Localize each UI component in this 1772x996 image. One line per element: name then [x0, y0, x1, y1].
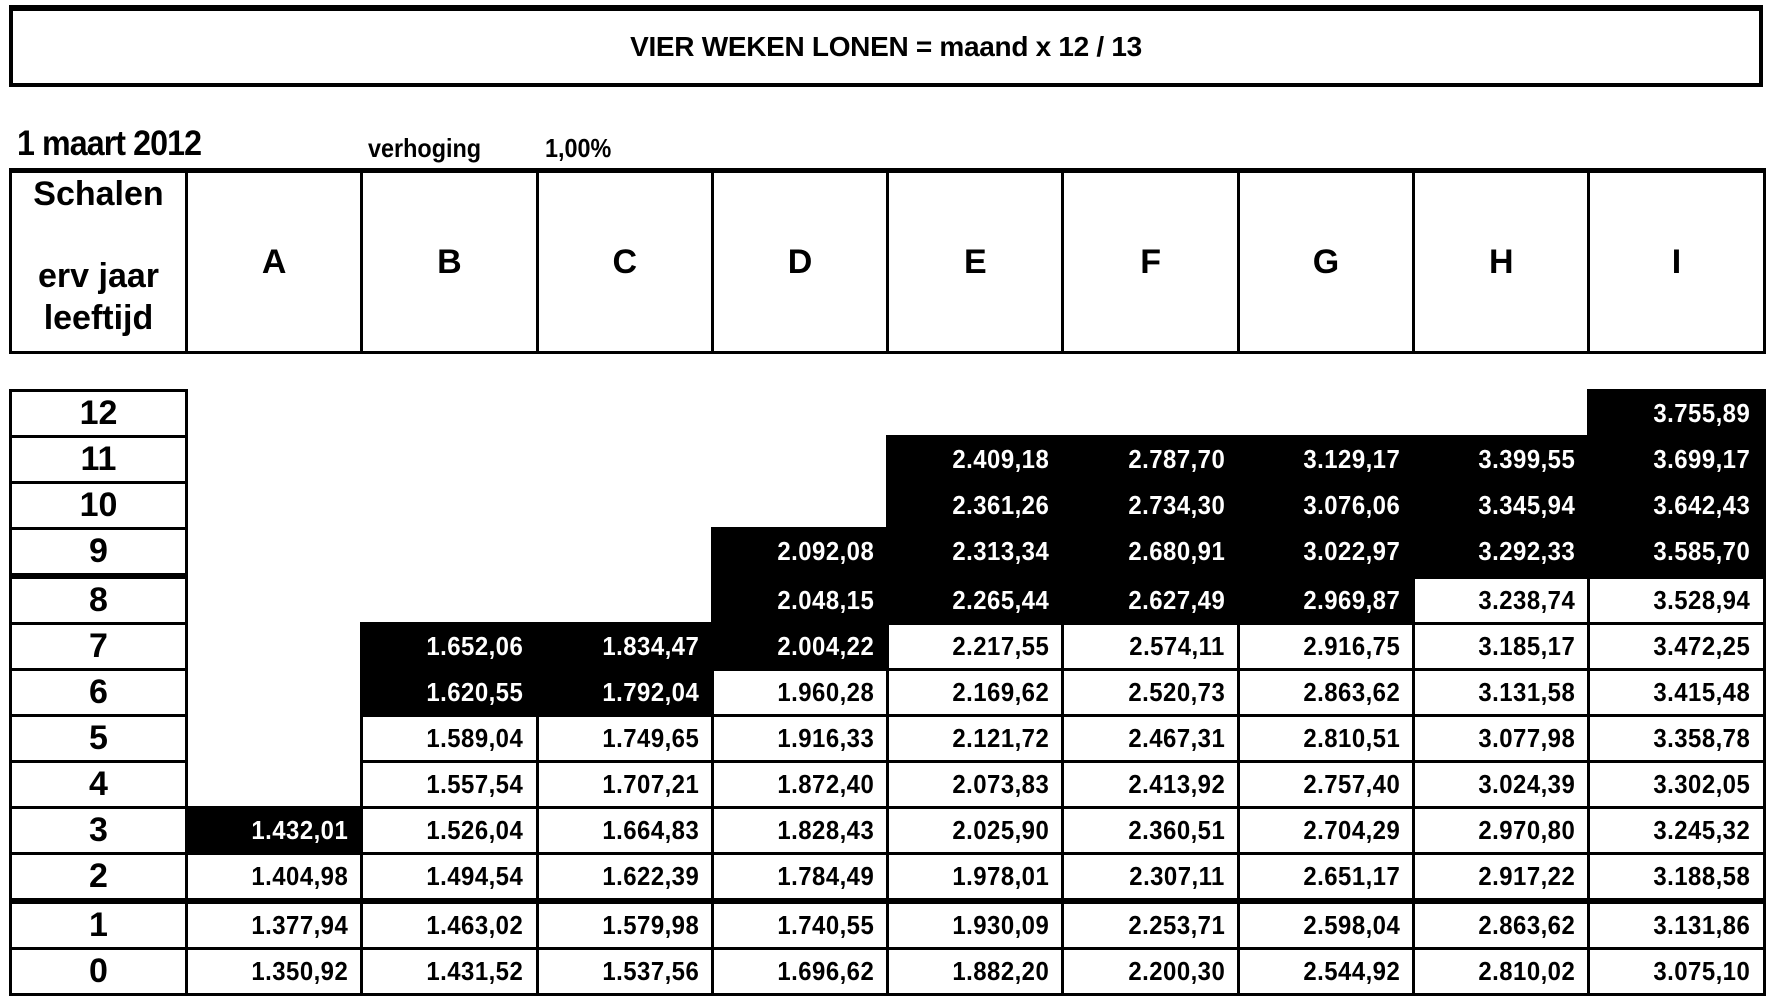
wage-cell-e — [888, 483, 1063, 529]
wage-cell-h — [1414, 949, 1589, 995]
table-row — [11, 716, 1765, 762]
empty-cell — [187, 762, 362, 808]
header-label-leeftijd: leeftijd — [43, 299, 154, 337]
empty-cell — [537, 576, 712, 624]
header-scale-h: H — [1414, 171, 1589, 353]
header-row-label — [11, 171, 187, 353]
wage-value: 3.345,94 — [1478, 490, 1576, 520]
wage-cell-g — [1238, 576, 1413, 624]
wage-value: 1.620,55 — [426, 677, 524, 707]
wage-cell-c — [537, 762, 712, 808]
empty-cell — [1414, 391, 1589, 437]
wage-cell-f — [1063, 576, 1238, 624]
wage-value: 1.664,83 — [602, 815, 699, 845]
step-label: 4 — [11, 762, 187, 808]
wage-cell-f — [1063, 529, 1238, 577]
wage-cell-i — [1589, 437, 1764, 483]
wage-value: 3.022,97 — [1303, 536, 1401, 566]
wage-cell-g — [1238, 624, 1413, 670]
wage-cell-i — [1589, 854, 1764, 902]
wage-value: 2.073,83 — [952, 769, 1050, 799]
wage-value: 3.755,89 — [1653, 398, 1751, 428]
wage-value: 3.077,98 — [1478, 723, 1576, 753]
wage-value: 1.834,47 — [602, 631, 699, 661]
wage-table-body — [11, 391, 1765, 995]
wage-cell-h — [1414, 808, 1589, 854]
empty-cell — [712, 391, 887, 437]
wage-value: 2.361,26 — [952, 490, 1050, 520]
empty-cell — [537, 391, 712, 437]
wage-cell-h — [1414, 576, 1589, 624]
wage-cell-h — [1414, 901, 1589, 949]
step-label: 0 — [11, 949, 187, 995]
wage-cell-b — [362, 624, 537, 670]
wage-value: 2.734,30 — [1127, 490, 1225, 520]
wage-cell-g — [1238, 437, 1413, 483]
wage-value: 3.131,86 — [1653, 910, 1751, 940]
wage-value: 3.302,05 — [1653, 769, 1751, 799]
table-row — [11, 949, 1765, 995]
wage-cell-f — [1063, 624, 1238, 670]
wage-value: 3.699,17 — [1653, 444, 1751, 474]
wage-value: 3.642,43 — [1653, 490, 1751, 520]
wage-value: 2.048,15 — [777, 585, 875, 615]
empty-cell — [187, 624, 362, 670]
wage-cell-h — [1414, 437, 1589, 483]
wage-cell-f — [1063, 483, 1238, 529]
step-label: 12 — [11, 391, 187, 437]
wage-value: 2.680,91 — [1127, 536, 1225, 566]
empty-cell — [362, 529, 537, 577]
empty-cell — [187, 483, 362, 529]
wage-cell-h — [1414, 716, 1589, 762]
wage-value: 1.792,04 — [602, 677, 699, 707]
wage-cell-b — [362, 808, 537, 854]
wage-cell-g — [1238, 529, 1413, 577]
wage-value: 3.188,58 — [1653, 861, 1751, 891]
wage-cell-d — [712, 808, 887, 854]
increase-label: verhoging — [368, 133, 482, 163]
wage-cell-d — [712, 716, 887, 762]
wage-cell-b — [362, 901, 537, 949]
wage-cell-i — [1589, 624, 1764, 670]
wage-value: 2.787,70 — [1127, 444, 1225, 474]
wage-cell-a — [187, 808, 362, 854]
wage-cell-i — [1589, 901, 1764, 949]
wage-value: 2.467,31 — [1127, 723, 1225, 753]
wage-cell-e — [888, 670, 1063, 716]
step-label: 11 — [11, 437, 187, 483]
wage-value: 1.916,33 — [777, 723, 875, 753]
wage-value: 3.585,70 — [1653, 536, 1751, 566]
wage-value: 1.431,52 — [426, 956, 524, 986]
header-scale-a: A — [187, 171, 362, 353]
wage-value: 1.707,21 — [602, 769, 699, 799]
empty-cell — [1063, 391, 1238, 437]
wage-value: 3.075,10 — [1653, 956, 1751, 986]
wage-cell-i — [1589, 670, 1764, 716]
wage-value: 1.622,39 — [602, 861, 699, 891]
wage-value: 2.917,22 — [1478, 861, 1576, 891]
wage-value: 1.960,28 — [777, 677, 875, 707]
table-row — [11, 854, 1765, 902]
wage-value: 2.313,34 — [952, 536, 1050, 566]
step-label: 7 — [11, 624, 187, 670]
table-row — [11, 670, 1765, 716]
wage-value: 2.916,75 — [1303, 631, 1401, 661]
wage-value: 1.872,40 — [777, 769, 875, 799]
increase-value: 1,00% — [545, 133, 612, 163]
wage-cell-f — [1063, 762, 1238, 808]
wage-value: 1.784,49 — [777, 861, 875, 891]
wage-value: 3.528,94 — [1653, 585, 1751, 615]
wage-value: 3.024,39 — [1478, 769, 1576, 799]
empty-cell — [187, 391, 362, 437]
table-row — [11, 576, 1765, 624]
wage-value: 1.828,43 — [777, 815, 875, 845]
wage-value: 2.025,90 — [952, 815, 1050, 845]
wage-cell-h — [1414, 762, 1589, 808]
wage-value: 1.930,09 — [952, 910, 1050, 940]
empty-cell — [888, 391, 1063, 437]
wage-cell-f — [1063, 437, 1238, 483]
wage-cell-f — [1063, 670, 1238, 716]
wage-value: 3.415,48 — [1653, 677, 1751, 707]
table-row — [11, 483, 1765, 529]
header-label-schalen: Schalen — [33, 175, 164, 213]
wage-value: 2.970,80 — [1478, 815, 1576, 845]
wage-cell-a — [187, 949, 362, 995]
wage-cell-g — [1238, 762, 1413, 808]
table-row — [11, 901, 1765, 949]
wage-value: 2.520,73 — [1127, 677, 1225, 707]
wage-value: 2.307,11 — [1129, 861, 1225, 891]
wage-cell-g — [1238, 949, 1413, 995]
wage-cell-f — [1063, 716, 1238, 762]
table-row — [11, 762, 1765, 808]
wage-cell-e — [888, 949, 1063, 995]
wage-value: 2.757,40 — [1303, 769, 1401, 799]
wage-cell-g — [1238, 483, 1413, 529]
wage-value: 1.432,01 — [251, 815, 349, 845]
wage-value: 2.200,30 — [1127, 956, 1225, 986]
wage-cell-g — [1238, 901, 1413, 949]
wage-cell-e — [888, 437, 1063, 483]
wage-value: 1.978,01 — [952, 861, 1050, 891]
wage-cell-g — [1238, 854, 1413, 902]
wage-cell-d — [712, 854, 887, 902]
wage-value: 1.557,54 — [426, 769, 524, 799]
table-row — [11, 437, 1765, 483]
wage-cell-b — [362, 716, 537, 762]
step-label: 3 — [11, 808, 187, 854]
wage-value: 3.129,17 — [1303, 444, 1401, 474]
wage-value: 2.969,87 — [1303, 585, 1401, 615]
wage-value: 2.544,92 — [1303, 956, 1401, 986]
wage-cell-d — [712, 901, 887, 949]
wage-cell-d — [712, 624, 887, 670]
wage-value: 2.169,62 — [952, 677, 1050, 707]
wage-value: 2.863,62 — [1303, 677, 1401, 707]
wage-value: 3.238,74 — [1478, 585, 1576, 615]
wage-value: 1.537,56 — [602, 956, 699, 986]
empty-cell — [187, 670, 362, 716]
wage-value: 1.696,62 — [777, 956, 875, 986]
empty-cell — [712, 483, 887, 529]
header-scale-f: F — [1063, 171, 1238, 353]
wage-cell-h — [1414, 670, 1589, 716]
wage-cell-d — [712, 949, 887, 995]
wage-value: 3.292,33 — [1478, 536, 1576, 566]
wage-value: 1.350,92 — [251, 956, 349, 986]
wage-cell-a — [187, 854, 362, 902]
wage-value: 3.076,06 — [1303, 490, 1401, 520]
step-label: 6 — [11, 670, 187, 716]
effective-date: 1 maart 2012 — [17, 124, 202, 163]
table-row — [11, 624, 1765, 670]
wage-cell-d — [712, 762, 887, 808]
header-scale-d: D — [712, 171, 887, 353]
header-scale-g: G — [1238, 171, 1413, 353]
scale-header-table — [9, 168, 1766, 354]
wage-value: 2.704,29 — [1303, 815, 1401, 845]
wage-cell-c — [537, 949, 712, 995]
wage-cell-e — [888, 716, 1063, 762]
wage-value: 3.131,58 — [1478, 677, 1576, 707]
wage-value: 2.217,55 — [952, 631, 1050, 661]
wage-value: 2.863,62 — [1478, 910, 1576, 940]
table-row — [11, 529, 1765, 577]
wage-cell-i — [1589, 529, 1764, 577]
wage-table — [9, 389, 1766, 996]
empty-cell — [1238, 391, 1413, 437]
wage-cell-d — [712, 670, 887, 716]
wage-value: 2.409,18 — [952, 444, 1050, 474]
empty-cell — [187, 716, 362, 762]
title-box — [9, 5, 1763, 87]
wage-cell-c — [537, 808, 712, 854]
empty-cell — [537, 529, 712, 577]
wage-value: 3.399,55 — [1478, 444, 1576, 474]
wage-cell-h — [1414, 624, 1589, 670]
wage-cell-e — [888, 762, 1063, 808]
wage-cell-d — [712, 576, 887, 624]
empty-cell — [362, 483, 537, 529]
step-label: 5 — [11, 716, 187, 762]
empty-cell — [362, 391, 537, 437]
wage-cell-f — [1063, 854, 1238, 902]
wage-value: 3.185,17 — [1478, 631, 1576, 661]
wage-value: 1.404,98 — [251, 861, 349, 891]
wage-cell-e — [888, 576, 1063, 624]
table-row — [11, 391, 1765, 437]
page-title: VIER WEKEN LONEN = maand x 12 / 13 — [630, 31, 1142, 62]
empty-cell — [362, 437, 537, 483]
wage-value: 2.810,02 — [1478, 956, 1576, 986]
wage-cell-i — [1589, 808, 1764, 854]
wage-cell-c — [537, 670, 712, 716]
header-label-erv-jaar: erv jaar — [38, 257, 159, 295]
wage-cell-d — [712, 529, 887, 577]
wage-cell-i — [1589, 391, 1764, 437]
wage-cell-i — [1589, 483, 1764, 529]
wage-value: 1.494,54 — [426, 861, 524, 891]
wage-cell-e — [888, 901, 1063, 949]
wage-value: 2.810,51 — [1303, 723, 1401, 753]
table-row — [11, 808, 1765, 854]
wage-cell-f — [1063, 901, 1238, 949]
step-label: 9 — [11, 529, 187, 577]
wage-cell-b — [362, 854, 537, 902]
empty-cell — [537, 483, 712, 529]
empty-cell — [187, 529, 362, 577]
wage-value: 2.598,04 — [1303, 910, 1401, 940]
empty-cell — [187, 437, 362, 483]
wage-value: 1.749,65 — [602, 723, 699, 753]
wage-cell-e — [888, 808, 1063, 854]
step-label: 8 — [11, 576, 187, 624]
wage-cell-e — [888, 624, 1063, 670]
wage-value: 1.882,20 — [952, 956, 1050, 986]
wage-cell-g — [1238, 808, 1413, 854]
wage-cell-g — [1238, 716, 1413, 762]
wage-value: 1.740,55 — [777, 910, 875, 940]
wage-cell-h — [1414, 483, 1589, 529]
step-label: 1 — [11, 901, 187, 949]
wage-value: 1.526,04 — [426, 815, 524, 845]
empty-cell — [712, 437, 887, 483]
wage-value: 3.472,25 — [1653, 631, 1751, 661]
empty-cell — [187, 576, 362, 624]
wage-cell-i — [1589, 576, 1764, 624]
wage-cell-c — [537, 716, 712, 762]
wage-cell-i — [1589, 716, 1764, 762]
wage-value: 2.265,44 — [952, 585, 1050, 615]
wage-cell-f — [1063, 808, 1238, 854]
wage-value: 2.121,72 — [952, 723, 1050, 753]
wage-cell-b — [362, 762, 537, 808]
wage-cell-f — [1063, 949, 1238, 995]
wage-cell-i — [1589, 949, 1764, 995]
wage-value: 1.579,98 — [602, 910, 699, 940]
header-scale-e: E — [888, 171, 1063, 353]
header-scale-b: B — [362, 171, 537, 353]
header-scale-c: C — [537, 171, 712, 353]
wage-value: 2.253,71 — [1127, 910, 1225, 940]
wage-cell-c — [537, 854, 712, 902]
wage-cell-b — [362, 949, 537, 995]
wage-cell-c — [537, 624, 712, 670]
wage-cell-b — [362, 670, 537, 716]
wage-cell-e — [888, 529, 1063, 577]
wage-cell-a — [187, 901, 362, 949]
wage-value: 1.652,06 — [426, 631, 524, 661]
wage-value: 2.627,49 — [1127, 585, 1225, 615]
wage-cell-e — [888, 854, 1063, 902]
wage-cell-h — [1414, 854, 1589, 902]
wage-value: 1.463,02 — [426, 910, 524, 940]
wage-value: 3.245,32 — [1653, 815, 1751, 845]
step-label: 10 — [11, 483, 187, 529]
wage-cell-c — [537, 901, 712, 949]
wage-value: 2.092,08 — [777, 536, 875, 566]
wage-value: 2.004,22 — [777, 631, 875, 661]
wage-value: 2.413,92 — [1127, 769, 1225, 799]
wage-cell-i — [1589, 762, 1764, 808]
wage-cell-g — [1238, 670, 1413, 716]
empty-cell — [362, 576, 537, 624]
wage-cell-h — [1414, 529, 1589, 577]
step-label: 2 — [11, 854, 187, 902]
empty-cell — [537, 437, 712, 483]
wage-value: 3.358,78 — [1653, 723, 1751, 753]
wage-value: 1.377,94 — [251, 910, 349, 940]
wage-value: 2.360,51 — [1127, 815, 1225, 845]
wage-value: 2.651,17 — [1303, 861, 1401, 891]
wage-value: 1.589,04 — [426, 723, 524, 753]
wage-value: 2.574,11 — [1129, 631, 1225, 661]
header-scale-i: I — [1589, 171, 1764, 353]
